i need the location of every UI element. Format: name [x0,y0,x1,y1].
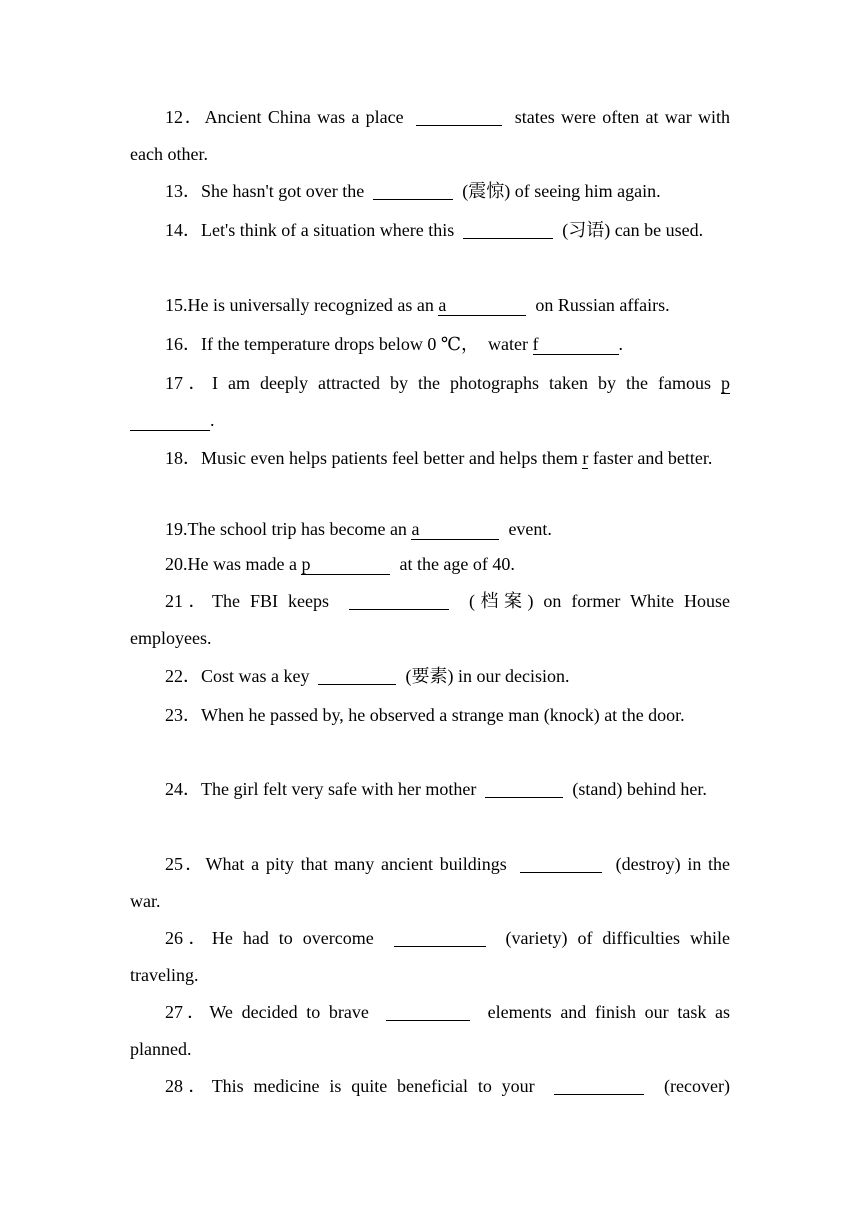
answer-blank[interactable] [386,1002,470,1021]
question-text: When he passed by, he observed a strange man [201,705,540,725]
question-text-end: event. [508,519,552,539]
question-text-end: (destroy) in the war. [130,854,731,911]
question-22 [130,658,730,695]
question-text-end: (knock) at the door. [543,705,685,725]
question-15 [130,287,730,324]
initial-letter: a [438,295,447,315]
question-text: The school trip has become an [187,519,407,539]
answer-blank[interactable] [533,334,619,355]
question-number: 12． [165,107,205,127]
question-number: 14． [165,220,201,240]
question-number: 13． [165,181,201,201]
question-number: 28． [165,1076,212,1096]
question-number: 23． [165,705,201,725]
answer-blank[interactable] [373,181,453,200]
question-text-end: (variety) of difficulties while traveling. [130,928,730,985]
initial-letter: f [532,334,539,354]
question-17 [130,365,730,439]
answer-blank[interactable] [554,1076,644,1095]
question-number: 27． [165,1002,210,1022]
question-number: 26． [165,928,212,948]
question-number: 16． [165,334,201,354]
question-text-end: on Russian affairs. [535,295,670,315]
question-28 [130,1068,730,1105]
question-25 [130,846,730,920]
question-number: 25． [165,854,206,874]
question-14 [130,212,730,249]
question-23 [130,697,730,734]
question-number: 24． [165,779,201,799]
answer-blank[interactable] [520,854,602,873]
question-text-end: (习语) can be used. [562,220,704,240]
question-18 [130,440,730,477]
answer-blank[interactable] [349,591,449,610]
question-text-end: at the age of 40. [399,554,515,574]
answer-blank[interactable] [485,779,563,798]
question-27 [130,994,730,1068]
question-text-end: (震惊) of seeing him again. [462,181,661,201]
question-text: The girl felt very safe with her mother [201,779,477,799]
answer-blank[interactable] [411,519,499,540]
question-24 [130,771,730,808]
question-20 [130,547,730,582]
initial-letter: p [301,554,311,574]
question-text: We decided to brave [209,1002,369,1022]
question-21 [130,583,730,657]
answer-blank[interactable] [301,554,390,575]
question-text-end: (要素) in our decision. [405,666,570,686]
question-text-end: states were often at war with each other. [130,107,731,164]
question-number: 18． [165,448,201,468]
question-number: 21． [165,591,212,611]
question-text: Cost was a key [201,666,310,686]
question-text-end: . [618,334,624,354]
question-text: She hasn't got over the [201,181,365,201]
question-13 [130,173,730,210]
answer-blank[interactable] [394,928,486,947]
question-text: He was made a [187,554,297,574]
question-text: He is universally recognized as an [187,295,434,315]
question-text: This medicine is quite beneficial to your [211,1076,535,1096]
question-26 [130,920,730,994]
question-text: Ancient China was a place [204,107,404,127]
question-text-end: elements and finish our task as planned. [130,1002,731,1059]
question-16 [130,326,730,363]
initial-letter: a [411,519,420,539]
question-text-end: (stand) behind her. [572,779,707,799]
question-number: 17． [165,373,213,393]
question-text-end: . [210,410,215,430]
question-text: The FBI keeps [212,591,329,611]
question-text-end: (recover) [664,1076,730,1096]
initial-letter: r [582,448,589,468]
question-number: 15. [165,295,188,315]
initial-letter: p [721,373,731,393]
answer-blank[interactable] [438,295,526,316]
question-text: Music even helps patients feel better and helps them [201,448,578,468]
answer-blank[interactable] [318,666,396,685]
question-text: He had to overcome [211,928,374,948]
question-text: If the temperature drops below 0 ℃， water [201,334,529,354]
answer-blank[interactable] [582,448,588,469]
question-text: What a pity that many ancient buildings [205,854,507,874]
question-12 [130,99,730,173]
question-text: Let's think of a situation where this [201,220,455,240]
question-text-end: faster and better. [592,448,713,468]
question-text: I am deeply attracted by the photographs taken by the famous [212,373,711,393]
question-number: 20. [165,554,188,574]
question-text-end: (档案) on former White House employees. [130,591,731,648]
answer-blank[interactable] [416,107,502,126]
question-number: 19. [165,519,188,539]
question-19 [130,512,730,547]
answer-blank[interactable] [463,220,553,239]
question-number: 22． [165,666,201,686]
